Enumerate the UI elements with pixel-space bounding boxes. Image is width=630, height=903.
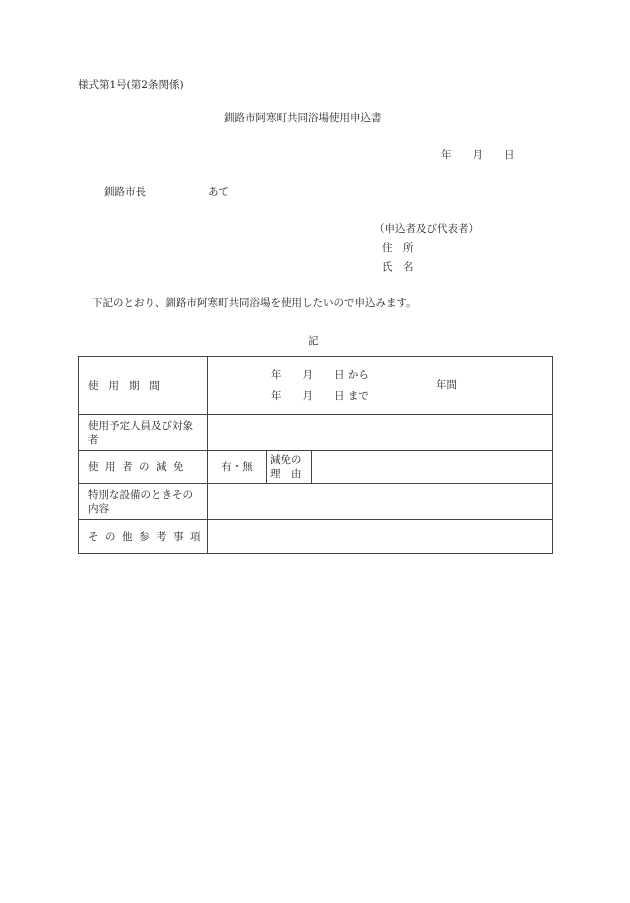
period-from: 年 月 日 から [271, 369, 369, 381]
applicant-heading: （申込者及び代表者） [374, 223, 479, 235]
special-equipment-label-cell [79, 484, 208, 520]
application-table [78, 356, 553, 554]
exemption-reason-label-cell [267, 451, 312, 484]
exemption-choice: 有・無 [221, 461, 253, 473]
exemption-label: 使用者の減免 [88, 461, 191, 473]
exemption-reason-label-2: 理 由 [270, 468, 302, 480]
applicant-address-label: 住 所 [382, 242, 414, 254]
period-value-cell[interactable] [208, 357, 553, 415]
document-title: 釧路市阿寒町共同浴場使用申込書 [224, 112, 382, 124]
special-equipment-row [79, 484, 553, 520]
date-line: 年 月 日 [441, 149, 515, 161]
other-label: その他参考事項 [88, 530, 208, 543]
expected-users-label-cell [79, 415, 208, 451]
other-label-cell [79, 520, 208, 554]
other-value-cell[interactable] [208, 520, 553, 554]
body-text: 下記のとおり、釧路市阿寒町共同浴場を使用したいので申込みます。 [92, 297, 417, 309]
period-years: 年間 [436, 379, 457, 391]
period-label: 使用期間 [88, 379, 170, 392]
special-equipment-value-cell[interactable] [208, 484, 553, 520]
exemption-reason-value-cell[interactable] [312, 451, 553, 484]
addressee-honorific: あて [208, 186, 229, 198]
expected-users-value-cell[interactable] [208, 415, 553, 451]
record-label: 記 [308, 335, 319, 347]
exemption-reason-label-1: 減免の [270, 454, 302, 466]
exemption-row [79, 451, 553, 484]
period-label-cell [79, 357, 208, 415]
applicant-name-label: 氏 名 [382, 261, 414, 273]
form-number: 様式第1号(第2条関係) [78, 79, 184, 91]
exemption-label-cell [79, 451, 208, 484]
other-row [79, 520, 553, 554]
period-row [79, 357, 553, 415]
expected-users-row [79, 415, 553, 451]
addressee-name: 釧路市長 [104, 186, 146, 198]
special-equipment-label: 特別な設備のときその内容 [88, 488, 193, 515]
exemption-choice-cell[interactable] [208, 451, 267, 484]
period-to: 年 月 日 まで [271, 390, 369, 402]
expected-users-label: 使用予定人員及び対象者 [88, 419, 193, 446]
